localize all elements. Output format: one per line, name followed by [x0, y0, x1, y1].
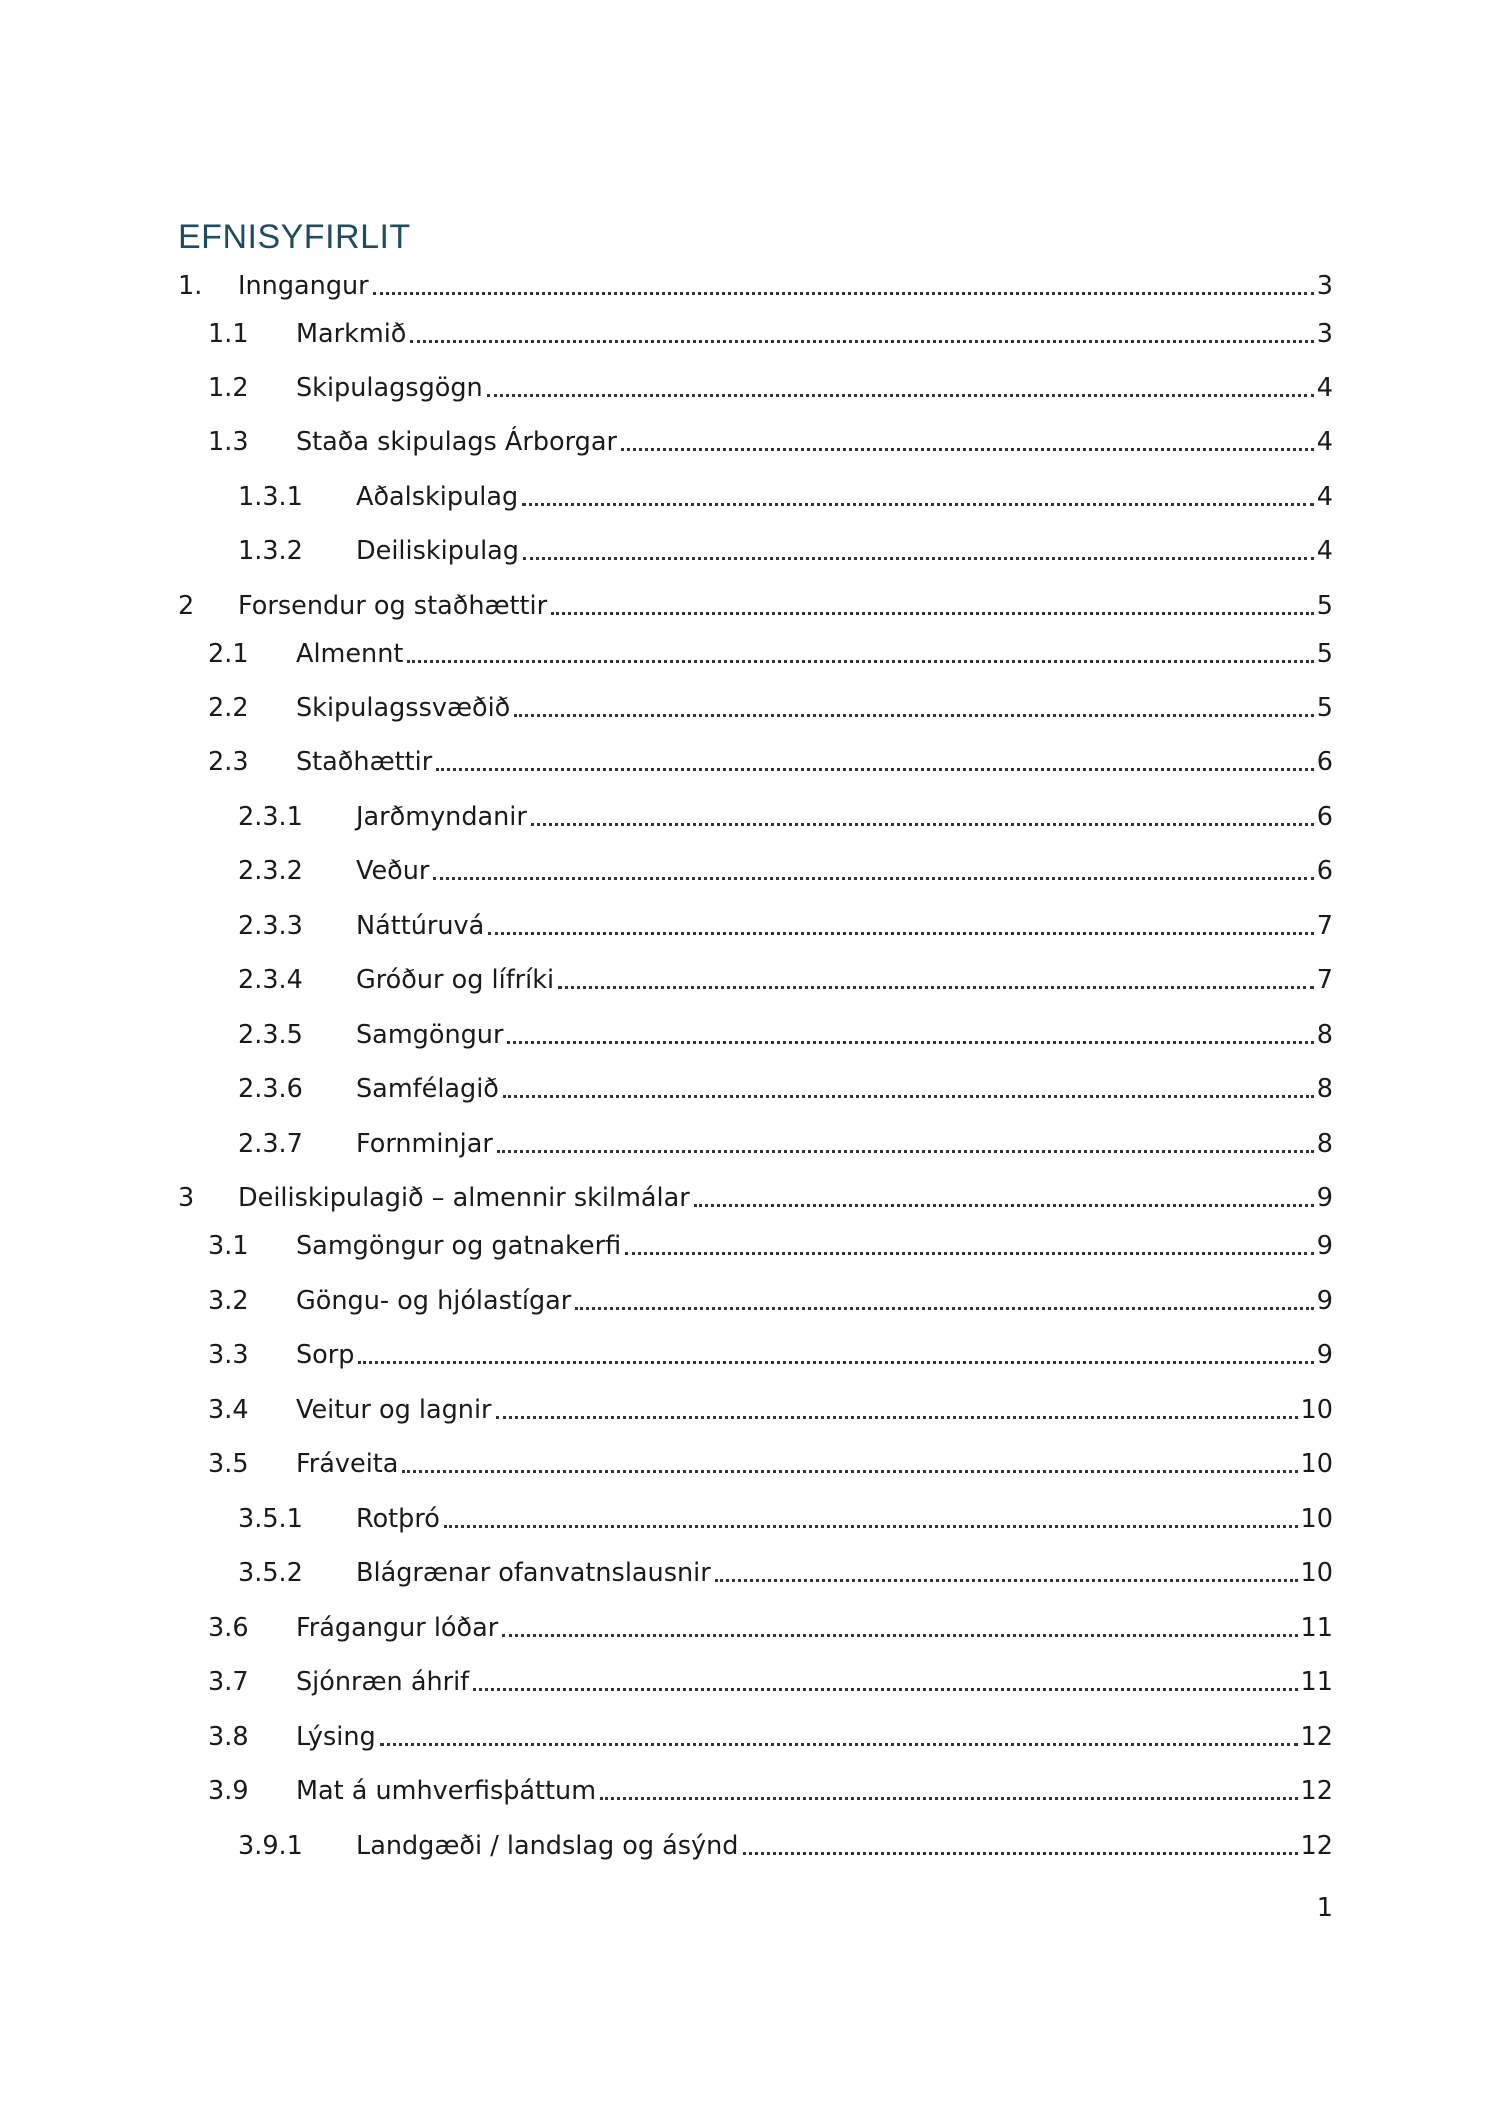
- toc-entry-title: Jarðmyndanir: [356, 802, 527, 832]
- toc-entry-number: 3.5.2: [238, 1558, 303, 1588]
- toc-entry[interactable]: [238, 533, 1333, 569]
- toc-entry[interactable]: [238, 479, 1333, 515]
- dot-leader: [621, 448, 1314, 451]
- toc-entry[interactable]: [208, 1773, 1333, 1809]
- toc-entry-page: 10: [1300, 1558, 1333, 1588]
- toc-entry-number: 2.3.4: [238, 965, 303, 995]
- toc-entry-number: 3.9.1: [238, 1831, 303, 1861]
- toc-entry-number: 3.1: [208, 1231, 249, 1261]
- toc-entry-title: Fornminjar: [356, 1129, 493, 1159]
- toc-entry[interactable]: [178, 1180, 1333, 1216]
- toc-entry-number: 1.3.1: [238, 482, 303, 512]
- toc-entry-number: 1.: [178, 271, 203, 301]
- toc-entry[interactable]: [238, 1017, 1333, 1053]
- toc-entry-number: 3.2: [208, 1286, 249, 1316]
- toc-entry-title: Skipulagsgögn: [296, 373, 483, 403]
- toc-entry-page: 5: [1316, 591, 1333, 621]
- toc-entry-title: Fráveita: [296, 1449, 399, 1479]
- toc-entry-number: 3.5.1: [238, 1504, 303, 1534]
- toc-entry-page: 6: [1316, 747, 1333, 777]
- dot-leader: [487, 394, 1314, 397]
- toc-entry-title: Aðalskipulag: [356, 482, 519, 512]
- toc-entry-title: Göngu- og hjólastígar: [296, 1286, 572, 1316]
- dot-leader: [625, 1252, 1314, 1255]
- toc-title: EFNISYFIRLIT: [178, 218, 411, 256]
- toc-entry-number: 2.3.2: [238, 856, 303, 886]
- dot-leader: [497, 1150, 1314, 1153]
- toc-entry-page: 12: [1300, 1831, 1333, 1861]
- toc-entry-page: 7: [1316, 965, 1333, 995]
- dot-leader: [743, 1852, 1298, 1855]
- toc-entry[interactable]: [238, 1828, 1333, 1864]
- toc-entry[interactable]: [178, 588, 1333, 624]
- toc-entry-number: 3.6: [208, 1613, 249, 1643]
- toc-entry-title: Blágrænar ofanvatnslausnir: [356, 1558, 711, 1588]
- toc-entry-page: 9: [1316, 1286, 1333, 1316]
- toc-entry-page: 4: [1316, 536, 1333, 566]
- toc-entry-page: 4: [1316, 373, 1333, 403]
- dot-leader: [694, 1204, 1314, 1207]
- toc-entry-title: Samgöngur: [356, 1020, 504, 1050]
- toc-entry[interactable]: [208, 1664, 1333, 1700]
- toc-entry-page: 9: [1316, 1231, 1333, 1261]
- toc-entry-title: Skipulagssvæðið: [296, 693, 511, 723]
- toc-entry-number: 2.3.1: [238, 802, 303, 832]
- toc-entry-number: 3.8: [208, 1722, 249, 1752]
- toc-entry-number: 3: [178, 1183, 195, 1213]
- toc-entry-number: 3.7: [208, 1667, 249, 1697]
- dot-leader: [715, 1579, 1298, 1582]
- dot-leader: [407, 660, 1313, 663]
- dot-leader: [496, 1416, 1298, 1419]
- toc-entry-page: 11: [1300, 1613, 1333, 1643]
- toc-entry[interactable]: [208, 1610, 1333, 1646]
- toc-entry-title: Forsendur og staðhættir: [238, 591, 548, 621]
- toc-entry-number: 2.1: [208, 639, 249, 669]
- toc-entry-title: Samfélagið: [356, 1074, 499, 1104]
- toc-entry-page: 6: [1316, 856, 1333, 886]
- toc-entry-number: 2.2: [208, 693, 249, 723]
- toc-entry[interactable]: [238, 1555, 1333, 1591]
- toc-entry-title: Inngangur: [238, 271, 369, 301]
- toc-entry-title: Rotþró: [356, 1504, 440, 1534]
- toc-entry[interactable]: [208, 1283, 1333, 1319]
- dot-leader: [488, 932, 1314, 935]
- toc-entry-number: 2.3.6: [238, 1074, 303, 1104]
- toc-entry-page: 12: [1300, 1776, 1333, 1806]
- toc-entry-title: Veður: [356, 856, 430, 886]
- toc-entry-page: 8: [1316, 1074, 1333, 1104]
- toc-entry[interactable]: [208, 744, 1333, 780]
- dot-leader: [402, 1470, 1297, 1473]
- toc-entry[interactable]: [208, 636, 1333, 672]
- toc-entry-title: Deiliskipulag: [356, 536, 519, 566]
- toc-entry-number: 3.5: [208, 1449, 249, 1479]
- toc-entry-page: 7: [1316, 911, 1333, 941]
- toc-entry-number: 1.3.2: [238, 536, 303, 566]
- toc-entry-page: 6: [1316, 802, 1333, 832]
- toc-entry[interactable]: [238, 962, 1333, 998]
- dot-leader: [373, 292, 1314, 295]
- toc-entry-title: Frágangur lóðar: [296, 1613, 499, 1643]
- toc-entry-number: 1.3: [208, 427, 249, 457]
- toc-entry-page: 8: [1316, 1020, 1333, 1050]
- toc-entry-title: Sorp: [296, 1340, 355, 1370]
- toc-entry-title: Lýsing: [296, 1722, 376, 1752]
- toc-entry-page: 9: [1316, 1340, 1333, 1370]
- toc-entry-title: Staða skipulags Árborgar: [296, 427, 617, 457]
- toc-entry-number: 3.4: [208, 1395, 249, 1425]
- toc-entry[interactable]: [238, 908, 1333, 944]
- dot-leader: [436, 768, 1314, 771]
- toc-entry[interactable]: [238, 799, 1333, 835]
- toc-entry-title: Samgöngur og gatnakerfi: [296, 1231, 622, 1261]
- dot-leader: [507, 1041, 1313, 1044]
- dot-leader: [502, 1634, 1297, 1637]
- toc-entry-number: 2.3.5: [238, 1020, 303, 1050]
- toc-entry-title: Deiliskipulagið – almennir skilmálar: [238, 1183, 690, 1213]
- toc-entry-number: 2.3.7: [238, 1129, 303, 1159]
- dot-leader: [600, 1797, 1297, 1800]
- toc-entry[interactable]: [208, 1719, 1333, 1755]
- toc-entry[interactable]: [208, 1337, 1333, 1373]
- toc-entry-title: Veitur og lagnir: [296, 1395, 492, 1425]
- toc-entry[interactable]: [208, 424, 1333, 460]
- toc-entry-page: 8: [1316, 1129, 1333, 1159]
- toc-entry-title: Markmið: [296, 319, 407, 349]
- toc-entry-page: 10: [1300, 1395, 1333, 1425]
- toc-entry[interactable]: [238, 1071, 1333, 1107]
- dot-leader: [575, 1307, 1313, 1310]
- toc-entry-number: 2.3: [208, 747, 249, 777]
- toc-entry[interactable]: [208, 1392, 1333, 1428]
- toc-entry-title: Landgæði / landslag og ásýnd: [356, 1831, 739, 1861]
- toc-entry[interactable]: [238, 1501, 1333, 1537]
- toc-entry-page: 9: [1316, 1183, 1333, 1213]
- dot-leader: [514, 714, 1313, 717]
- toc-entry[interactable]: [238, 1126, 1333, 1162]
- toc-entry-page: 5: [1316, 639, 1333, 669]
- toc-entry[interactable]: [208, 1228, 1333, 1264]
- page-number: 1: [1316, 1893, 1333, 1923]
- dot-leader: [444, 1525, 1298, 1528]
- toc-entry-page: 10: [1300, 1449, 1333, 1479]
- toc-entry[interactable]: [208, 690, 1333, 726]
- toc-entry[interactable]: [208, 1446, 1333, 1482]
- toc-entry[interactable]: [208, 316, 1333, 352]
- toc-entry-number: 3.9: [208, 1776, 249, 1806]
- toc-entry[interactable]: [208, 370, 1333, 406]
- dot-leader: [551, 612, 1314, 615]
- dot-leader: [473, 1688, 1297, 1691]
- toc-entry-page: 12: [1300, 1722, 1333, 1752]
- toc-entry[interactable]: [238, 853, 1333, 889]
- toc-entry-number: 3.3: [208, 1340, 249, 1370]
- dot-leader: [410, 340, 1313, 343]
- toc-entry-number: 1.1: [208, 319, 249, 349]
- dot-leader: [522, 503, 1314, 506]
- toc-entry-page: 3: [1316, 271, 1333, 301]
- toc-entry-page: 11: [1300, 1667, 1333, 1697]
- toc-entry-page: 4: [1316, 482, 1333, 512]
- toc-entry-title: Náttúruvá: [356, 911, 485, 941]
- dot-leader: [523, 557, 1314, 560]
- toc-entry-title: Staðhættir: [296, 747, 433, 777]
- toc-entry-number: 2.3.3: [238, 911, 303, 941]
- toc-entry-title: Mat á umhverfisþáttum: [296, 1776, 597, 1806]
- dot-leader: [503, 1095, 1314, 1098]
- dot-leader: [358, 1361, 1313, 1364]
- toc-entry-number: 2: [178, 591, 195, 621]
- toc-entry-title: Almennt: [296, 639, 404, 669]
- dot-leader: [380, 1743, 1298, 1746]
- toc-entry-title: Gróður og lífríki: [356, 965, 555, 995]
- dot-leader: [558, 986, 1314, 989]
- toc-entry-number: 1.2: [208, 373, 249, 403]
- toc-entry-page: 5: [1316, 693, 1333, 723]
- toc-entry[interactable]: [178, 268, 1333, 304]
- toc-entry-page: 4: [1316, 427, 1333, 457]
- toc-entry-page: 10: [1300, 1504, 1333, 1534]
- toc-entry-title: Sjónræn áhrif: [296, 1667, 470, 1697]
- dot-leader: [433, 877, 1313, 880]
- toc-entry-page: 3: [1316, 319, 1333, 349]
- dot-leader: [531, 823, 1314, 826]
